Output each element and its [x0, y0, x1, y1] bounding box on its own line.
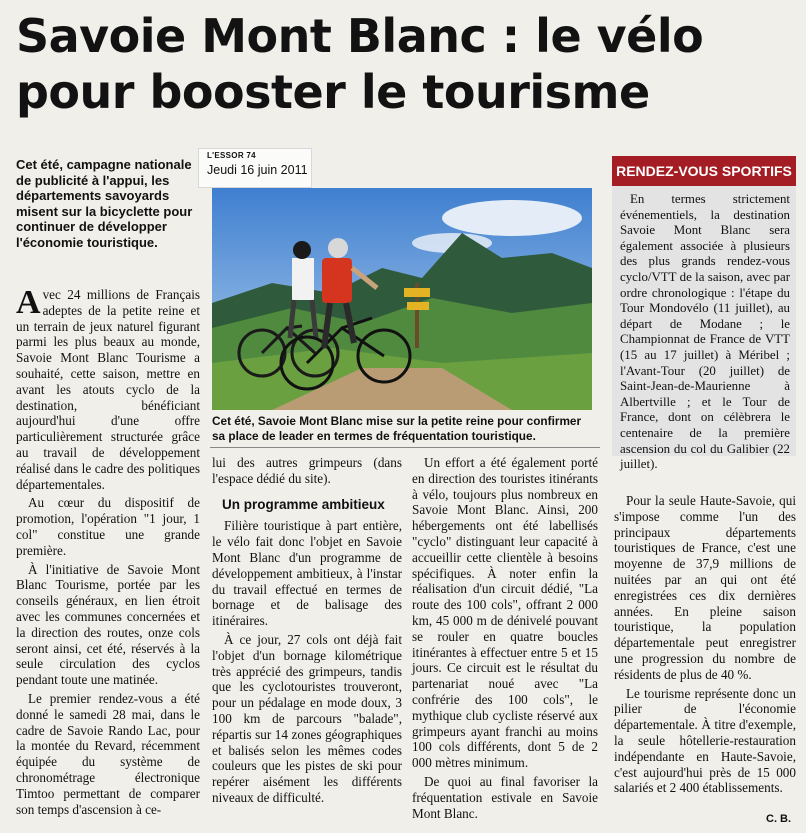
source-name: L'ESSOR 74 [207, 151, 256, 160]
column-1 [16, 284, 200, 820]
col1-paragraph-1-text: vec 24 millions de Français adeptes de la petite reine et un terrain de jeux naturel figurant parmi les plus beaux au monde, Savoie Mont Blanc Tourisme a souhaité, cette saison, mettre en avant les atouts cyclo de la destination, bénéficiant aujourd'hui d'une offre particulièrement structurée grâce au travail de développement réalisé dans le cadre des politiques départementales. [16, 287, 200, 492]
source-date: Jeudi 16 juin 2011 [207, 163, 308, 177]
col2-paragraph-1: lui des autres grimpeurs (dans l'espace dédié du site). [212, 455, 402, 486]
drop-cap: A [16, 284, 41, 321]
photo-illustration [212, 188, 592, 410]
col1-paragraph-2: Au cœur du dispositif de promotion, l'opération "1 jour, 1 col" constitue une grande première. [16, 495, 200, 558]
lede: Cet été, campagne nationale de publicité à l'appui, les départements savoyards misent sur la bicyclette pour continuer de développer l'économie touristique. [16, 157, 193, 250]
headline: Savoie Mont Blanc : le vélo pour booster le tourisme [16, 9, 704, 119]
col2-paragraph-3: À ce jour, 27 cols ont déjà fait l'objet d'un bornage kilométrique très apprécié des grimpeurs, tandis que les cyclotouristes trouveront, pour un pédalage en mode doux, 3 100 km de parcours "balade", répartis sur 14 zones géographiques et balisés selon les mêmes codes couleurs que les pistes de ski pour repérer aisément les différents niveaux de difficulté. [212, 631, 402, 805]
author-signature: C. B. [766, 813, 792, 825]
col4-paragraph-1: Pour la seule Haute-Savoie, qui s'impose comme l'un des principaux départements touristiques de France, c'est une moyenne de 37,9 millions de nuitées par an qui ont été enregistrées ces dix dernières années. En pleine saison touristique, la population départementale peut enregistrer une progression du nombre de résidents de plus de 40 %. [614, 493, 796, 682]
col2-paragraph-2: Filière touristique à part entière, le vélo fait donc l'objet en Savoie Mont Blanc d'un programme de développement ambitieux, à l'instar du travail effectué en termes de bornage et de balisage des itinéraires. [212, 518, 402, 629]
col3-paragraph-2: De quoi au final favoriser la fréquentation estivale en Savoie Mont Blanc. [412, 773, 598, 821]
column-4 [614, 493, 796, 799]
signpost-icon [404, 288, 430, 297]
col1-paragraph-3: À l'initiative de Savoie Mont Blanc Tourisme, portée par les conseils généraux, en lien étroit avec les communes concernées et la direction des routes, onze cols seront ainsi, cet été, réservés à la seule circulation des cyclos pendant toute une matinée. [16, 561, 200, 688]
cyclists-photo [212, 188, 592, 410]
col4-paragraph-2: Le tourisme représente donc un pilier de l'économie départementale. À titre d'exemple, la seule hôtellerie-restauration indépendante en Haute-Savoie, c'est aujourd'hui près de 15 000 salariés et 2 400 établissements. [614, 685, 796, 796]
caption-divider [210, 447, 600, 448]
col3-paragraph-1: Un effort a été également porté en direction des touristes itinérants à vélo, toujours plus nombreux en Savoie Mont Blanc. Ainsi, 200 hébergements ont été labellisés "cyclo" distinguant leur capacité à accueillir cette clientèle à besoins spécifiques. À noter enfin la réalisation d'un circuit dédié, "La route des 100 cols", offrant 2 000 km, 45 000 m de dénivelé pouvant se rouler en quatre boucles itinérantes à effectuer entre 5 et 15 jours. Ce circuit est le résultat du partenariat noué avec "La confrérie des 100 cols", le mythique club cycliste réservé aux grimpeurs ayant franchi au moins 100 cols différents, dont 5 de 2 000 mètres minimum. [412, 455, 598, 771]
col1-paragraph-1 [16, 284, 200, 492]
source-stamp [198, 148, 312, 188]
column-2 [212, 455, 402, 809]
box-text: En termes strictement événementiels, la destination Savoie Mont Blanc sera également associée à plusieurs des plus grands rendez-vous cyclo/VTT de la saison, avec par ordre chronologique : l'étape du Tour Mondovélo (11 juillet), au départ de Modane ; le Championnat de France de VTT (15 au 17 juillet) à Méribel ; l'Avant-Tour (20 juillet) de Saint-Jean-de-Maurienne à Albertville ; et le Tour de France, dont on célèbrera le centenaire de la première ascension du col du Galibier (22 juillet). [620, 192, 790, 472]
box-title: RENDEZ-VOUS SPORTIFS [612, 156, 796, 186]
photo-caption: Cet été, Savoie Mont Blanc mise sur la petite reine pour confirmer sa place de leader en termes de fréquentation touristique. [212, 414, 582, 443]
section-subheading: Un programme ambitieux [222, 496, 385, 512]
col1-paragraph-4: Le premier rendez-vous a été donné le samedi 28 mai, dans le cadre de Savoie Rando Lac, pour la montée du Revard, récemment équipée du système de chronométrage électronique Timtoo permettant de comparer son temps d'ascension à ce- [16, 690, 200, 817]
column-3 [412, 455, 598, 824]
sports-events-box [612, 156, 796, 472]
